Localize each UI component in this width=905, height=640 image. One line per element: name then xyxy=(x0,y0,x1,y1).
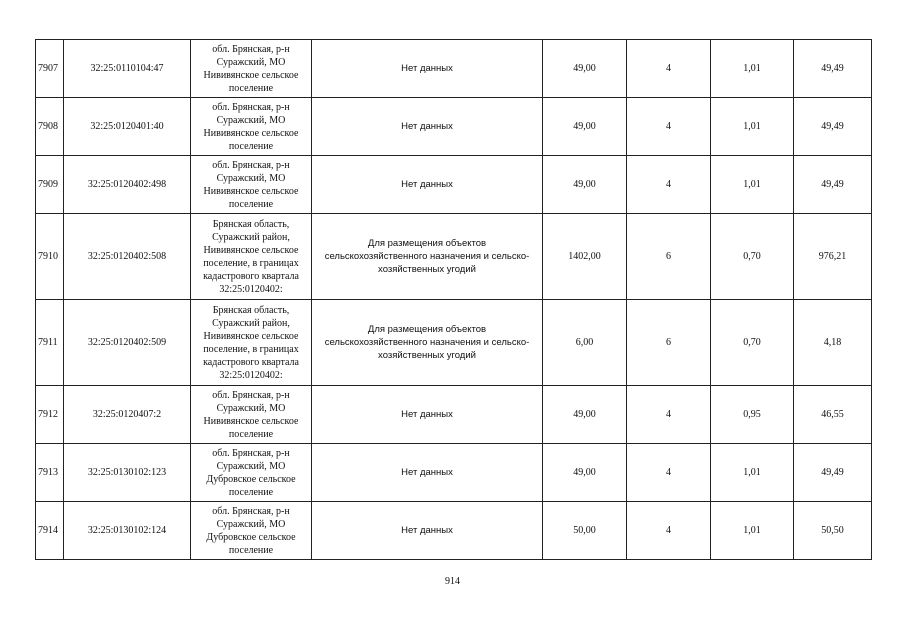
value-cell: 49,49 xyxy=(794,98,872,156)
coefficient-cell: 0,95 xyxy=(711,386,794,444)
row-number: 7913 xyxy=(36,444,64,502)
coefficient-cell: 1,01 xyxy=(711,98,794,156)
row-number: 7912 xyxy=(36,386,64,444)
purpose-cell: Нет данных xyxy=(312,386,543,444)
purpose-cell: Нет данных xyxy=(312,444,543,502)
coefficient-cell: 1,01 xyxy=(711,156,794,214)
location-cell: обл. Брянская, р-н Суражский, МО Дубровское сельское поселение xyxy=(191,444,312,502)
value-cell: 49,49 xyxy=(794,444,872,502)
location-cell: обл. Брянская, р-н Суражский, МО Нививянское сельское поселение xyxy=(191,98,312,156)
table-row xyxy=(36,300,872,386)
group-cell: 4 xyxy=(627,502,711,560)
value-cell: 4,18 xyxy=(794,300,872,386)
location-cell: обл. Брянская, р-н Суражский, МО Нививянское сельское поселение xyxy=(191,40,312,98)
table-row xyxy=(36,386,872,444)
table-row xyxy=(36,98,872,156)
row-number: 7910 xyxy=(36,214,64,300)
table-row xyxy=(36,40,872,98)
coefficient-cell: 1,01 xyxy=(711,502,794,560)
value-cell: 49,49 xyxy=(794,40,872,98)
area-cell: 49,00 xyxy=(543,386,627,444)
cadastral-number: 32:25:0120407:2 xyxy=(64,386,191,444)
group-cell: 4 xyxy=(627,386,711,444)
purpose-cell: Для размещения объектов сельскохозяйственного назначения и сельско- хозяйственных угодий xyxy=(312,300,543,386)
group-cell: 4 xyxy=(627,40,711,98)
value-cell: 976,21 xyxy=(794,214,872,300)
cadastral-table xyxy=(35,39,872,560)
group-cell: 6 xyxy=(627,214,711,300)
cadastral-number: 32:25:0110104:47 xyxy=(64,40,191,98)
cadastral-number: 32:25:0120402:509 xyxy=(64,300,191,386)
row-number: 7911 xyxy=(36,300,64,386)
area-cell: 49,00 xyxy=(543,444,627,502)
location-cell: обл. Брянская, р-н Суражский, МО Нививянское сельское поселение xyxy=(191,386,312,444)
coefficient-cell: 1,01 xyxy=(711,40,794,98)
area-cell: 1402,00 xyxy=(543,214,627,300)
group-cell: 6 xyxy=(627,300,711,386)
table-row xyxy=(36,214,872,300)
coefficient-cell: 0,70 xyxy=(711,300,794,386)
group-cell: 4 xyxy=(627,444,711,502)
value-cell: 50,50 xyxy=(794,502,872,560)
table-row xyxy=(36,502,872,560)
area-cell: 49,00 xyxy=(543,40,627,98)
purpose-cell: Нет данных xyxy=(312,40,543,98)
location-cell: обл. Брянская, р-н Суражский, МО Нививянское сельское поселение xyxy=(191,156,312,214)
area-cell: 49,00 xyxy=(543,98,627,156)
value-cell: 49,49 xyxy=(794,156,872,214)
table-row xyxy=(36,444,872,502)
purpose-cell: Нет данных xyxy=(312,98,543,156)
coefficient-cell: 0,70 xyxy=(711,214,794,300)
cadastral-number: 32:25:0130102:123 xyxy=(64,444,191,502)
purpose-cell: Нет данных xyxy=(312,502,543,560)
page-number: 914 xyxy=(445,576,460,587)
location-cell: обл. Брянская, р-н Суражский, МО Дубровское сельское поселение xyxy=(191,502,312,560)
purpose-cell: Нет данных xyxy=(312,156,543,214)
table-row xyxy=(36,156,872,214)
coefficient-cell: 1,01 xyxy=(711,444,794,502)
area-cell: 49,00 xyxy=(543,156,627,214)
row-number: 7914 xyxy=(36,502,64,560)
purpose-cell: Для размещения объектов сельскохозяйственного назначения и сельско- хозяйственных угодий xyxy=(312,214,543,300)
group-cell: 4 xyxy=(627,156,711,214)
area-cell: 50,00 xyxy=(543,502,627,560)
cadastral-number: 32:25:0120401:40 xyxy=(64,98,191,156)
value-cell: 46,55 xyxy=(794,386,872,444)
location-cell: Брянская область, Суражский район, Нививянское сельское поселение, в границах кадастрового квартала 32:25:0120402: xyxy=(191,214,312,300)
cadastral-number: 32:25:0130102:124 xyxy=(64,502,191,560)
row-number: 7909 xyxy=(36,156,64,214)
cadastral-number: 32:25:0120402:498 xyxy=(64,156,191,214)
area-cell: 6,00 xyxy=(543,300,627,386)
row-number: 7908 xyxy=(36,98,64,156)
group-cell: 4 xyxy=(627,98,711,156)
cadastral-number: 32:25:0120402:508 xyxy=(64,214,191,300)
location-cell: Брянская область, Суражский район, Нививянское сельское поселение, в границах кадастрового квартала 32:25:0120402: xyxy=(191,300,312,386)
row-number: 7907 xyxy=(36,40,64,98)
